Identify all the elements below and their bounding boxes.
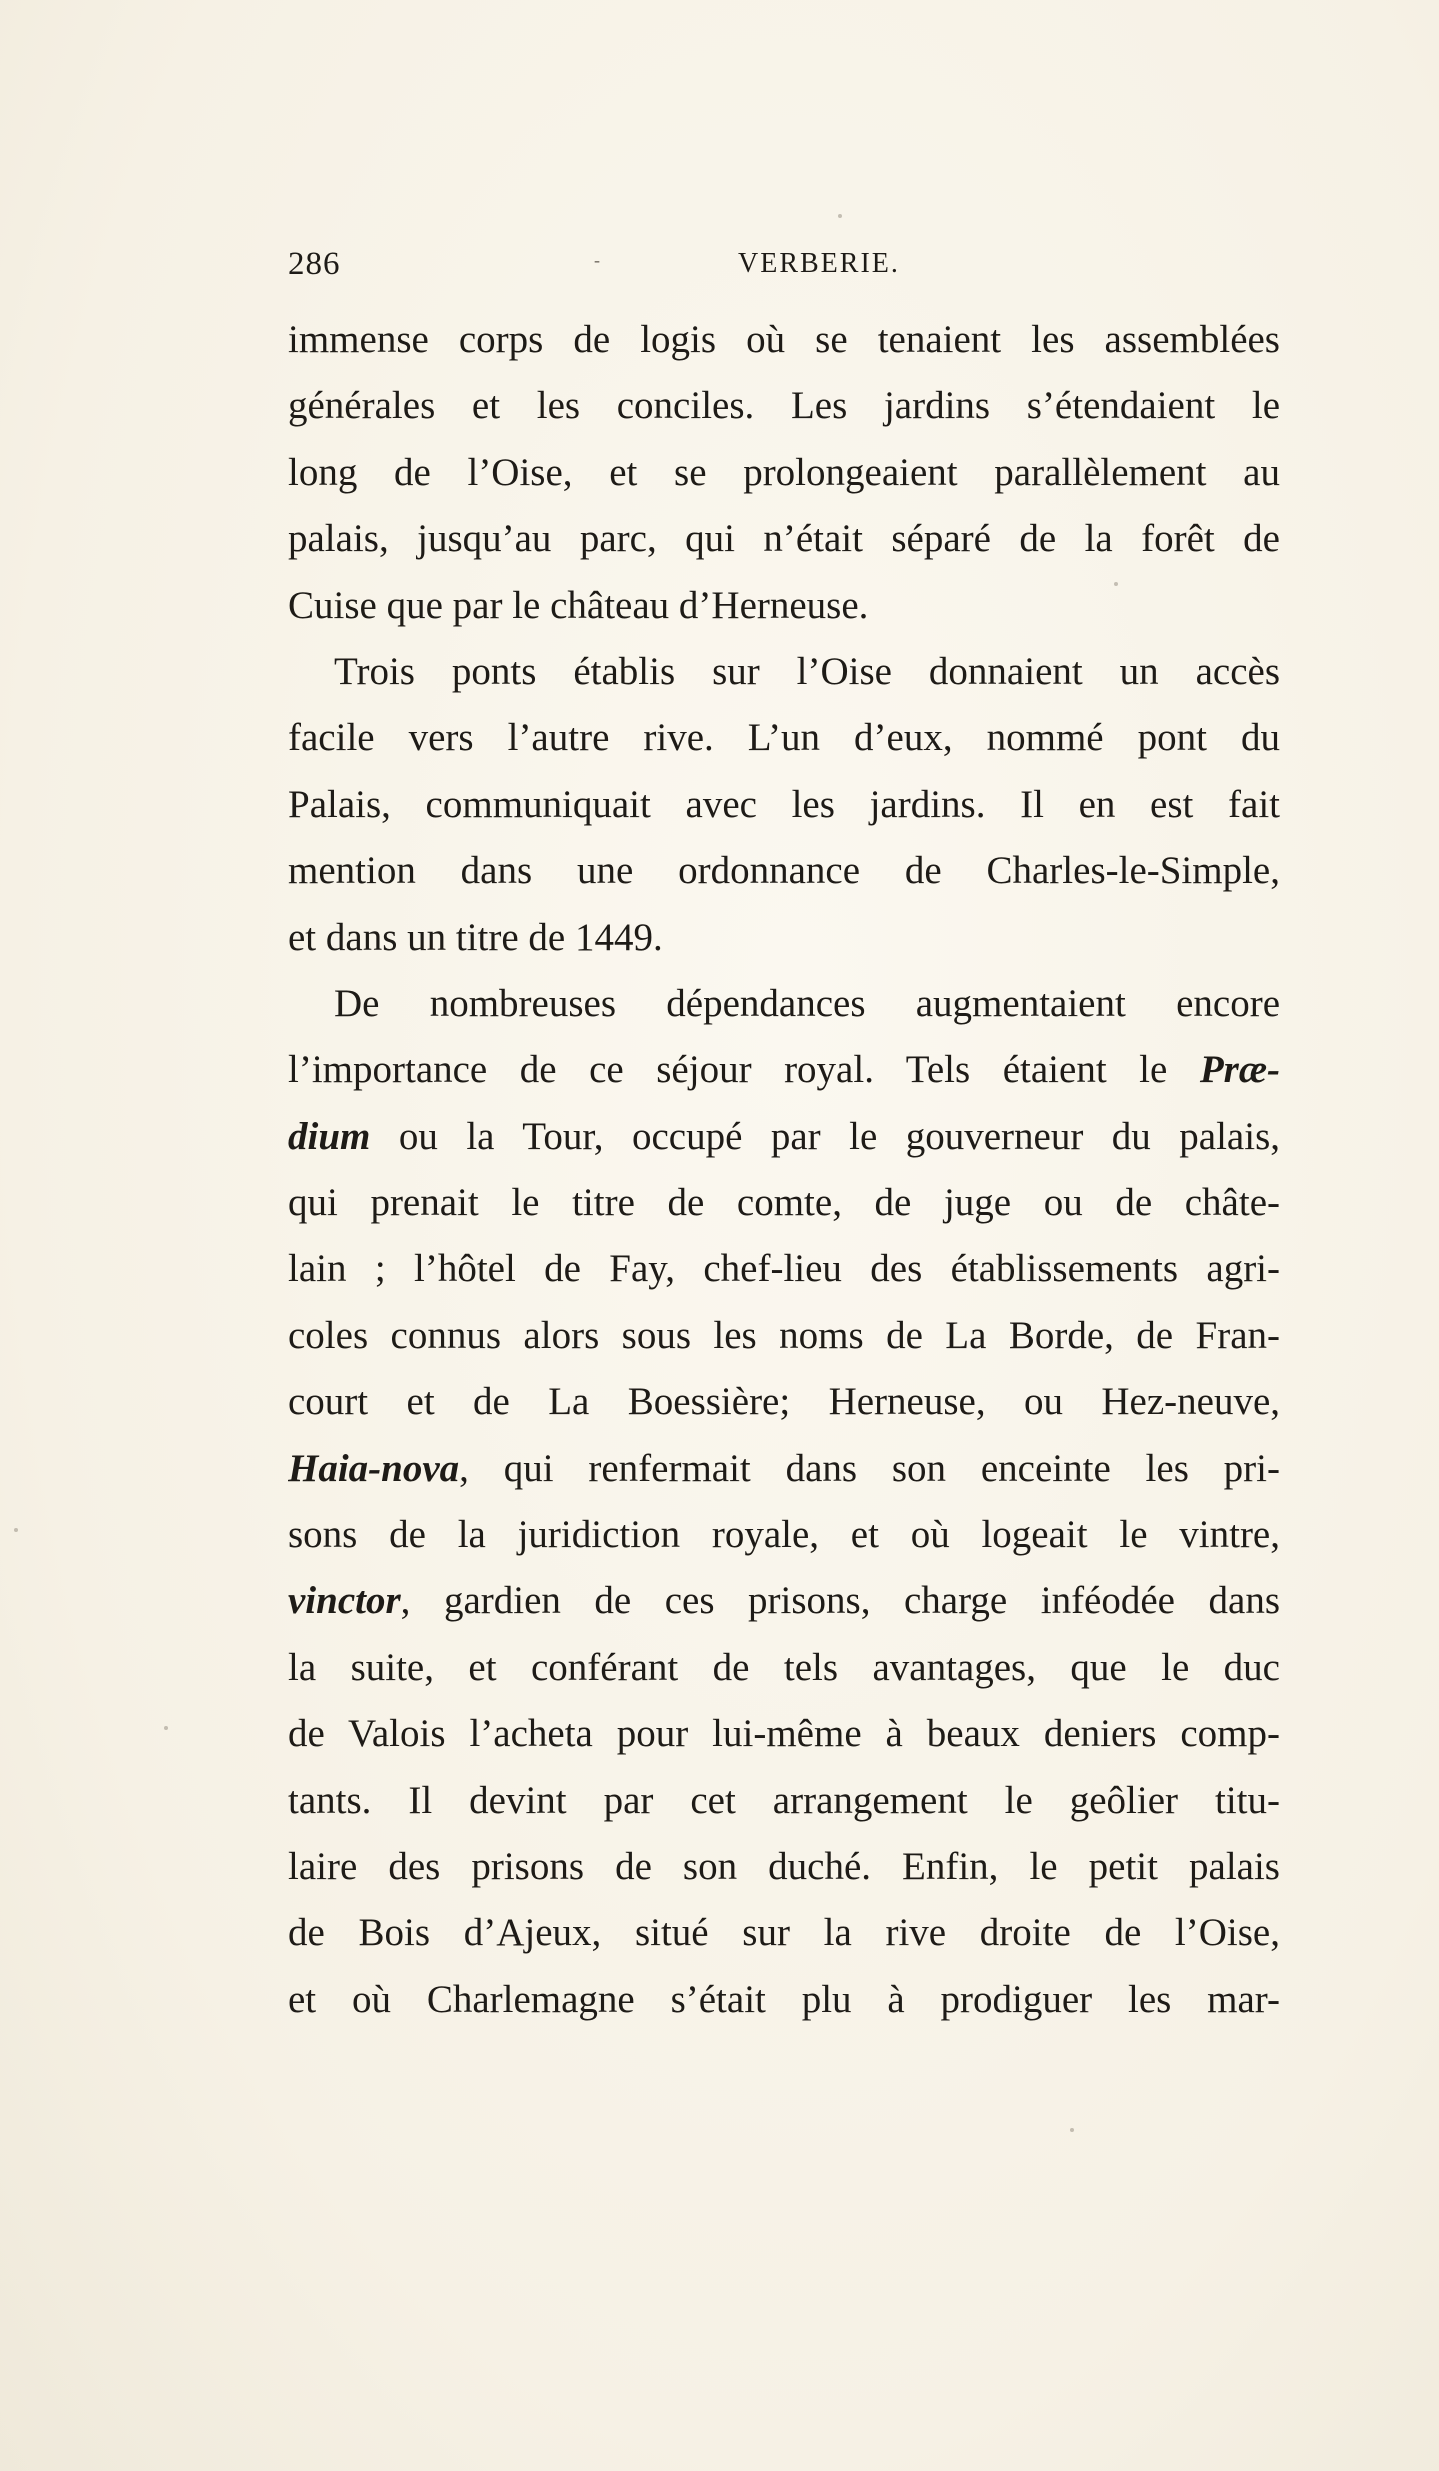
text-line <box>288 1369 1280 1435</box>
line-text: laire des prisons de son duché. Enfin, le petit palais <box>288 1844 1280 1888</box>
paper-speck <box>14 1528 18 1532</box>
running-title: VERBERIE. <box>738 248 900 279</box>
body-text <box>288 307 1280 2033</box>
text-line <box>288 1834 1280 1900</box>
text-line <box>288 838 1280 904</box>
text-line <box>288 705 1280 771</box>
text-line <box>288 373 1280 439</box>
paper-speck <box>838 214 842 218</box>
paper-speck <box>164 1726 168 1730</box>
text-line <box>288 1037 1280 1103</box>
line-text: palais, jusqu’au parc, qui n’était séparé de la forêt de <box>288 517 1280 561</box>
text-line <box>288 1303 1280 1369</box>
line-text: , qui renfermait dans son enceinte les pri- <box>459 1446 1280 1490</box>
page-number: 286 <box>288 246 341 282</box>
paper-speck <box>1070 2128 1074 2132</box>
italic-term: vinctor <box>288 1579 401 1623</box>
line-text: Trois ponts établis sur l’Oise donnaient un accès <box>334 649 1280 693</box>
line-text: de Bois d’Ajeux, situé sur la rive droite de l’Oise, <box>288 1911 1280 1955</box>
line-text: l’importance de ce séjour royal. Tels étaient le <box>288 1048 1200 1092</box>
text-line <box>288 1170 1280 1236</box>
text-line <box>288 1635 1280 1701</box>
header-mark: - <box>594 250 600 270</box>
line-text: de Valois l’acheta pour lui-même à beaux deniers comp- <box>288 1712 1280 1756</box>
text-line <box>288 772 1280 838</box>
line-text: , gardien de ces prisons, charge inféodée dans <box>400 1579 1280 1623</box>
text-line <box>288 1900 1280 1966</box>
line-text: sons de la juridiction royale, et où logeait le vintre, <box>288 1513 1280 1557</box>
line-text: qui prenait le titre de comte, de juge ou de châte- <box>288 1181 1280 1225</box>
line-text: tants. Il devint par cet arrangement le geôlier titu- <box>288 1778 1280 1822</box>
line-text: long de l’Oise, et se prolongeaient parallèlement au <box>288 450 1280 494</box>
italic-term: dium <box>288 1114 371 1158</box>
running-head <box>288 246 900 286</box>
line-text: et où Charlemagne s’était plu à prodiguer les mar- <box>288 1977 1280 2021</box>
text-line <box>288 573 1280 639</box>
text-line <box>288 1701 1280 1767</box>
line-text: générales et les conciles. Les jardins s’étendaient le <box>288 384 1280 428</box>
line-text: lain ; l’hôtel de Fay, chef-lieu des établissements agri- <box>288 1247 1280 1291</box>
text-line <box>288 1436 1280 1502</box>
text-line <box>288 440 1280 506</box>
italic-term: Præ- <box>1199 1048 1280 1092</box>
line-text: Palais, communiquait avec les jardins. Il en est fait <box>288 782 1280 826</box>
line-text: mention dans une ordonnance de Charles-le-Simple, <box>288 849 1280 893</box>
line-text: la suite, et conférant de tels avantages, que le duc <box>288 1645 1280 1689</box>
line-text: ou la Tour, occupé par le gouverneur du palais, <box>370 1114 1280 1158</box>
text-line <box>288 1236 1280 1302</box>
text-line <box>288 905 1280 971</box>
line-text: facile vers l’autre rive. L’un d’eux, nommé pont du <box>288 716 1280 760</box>
line-text: et dans un titre de 1449. <box>288 915 663 959</box>
text-line <box>288 1768 1280 1834</box>
italic-term: Haia-nova <box>288 1446 460 1490</box>
line-text: Cuise que par le château d’Herneuse. <box>288 583 869 627</box>
line-text: immense corps de logis où se tenaient les assemblées <box>288 318 1280 361</box>
text-line <box>288 506 1280 572</box>
text-line <box>288 307 1280 373</box>
text-line <box>288 1967 1280 2033</box>
text-line <box>288 639 1280 705</box>
line-text: court et de La Boessière; Herneuse, ou Hez-neuve, <box>288 1380 1280 1424</box>
text-line <box>288 1568 1280 1634</box>
line-text: coles connus alors sous les noms de La Borde, de Fran- <box>288 1313 1280 1357</box>
text-line <box>288 1502 1280 1568</box>
text-line <box>288 1104 1280 1170</box>
line-text: De nombreuses dépendances augmentaient encore <box>334 981 1280 1025</box>
paper-speck <box>1114 582 1118 586</box>
text-line <box>288 971 1280 1037</box>
